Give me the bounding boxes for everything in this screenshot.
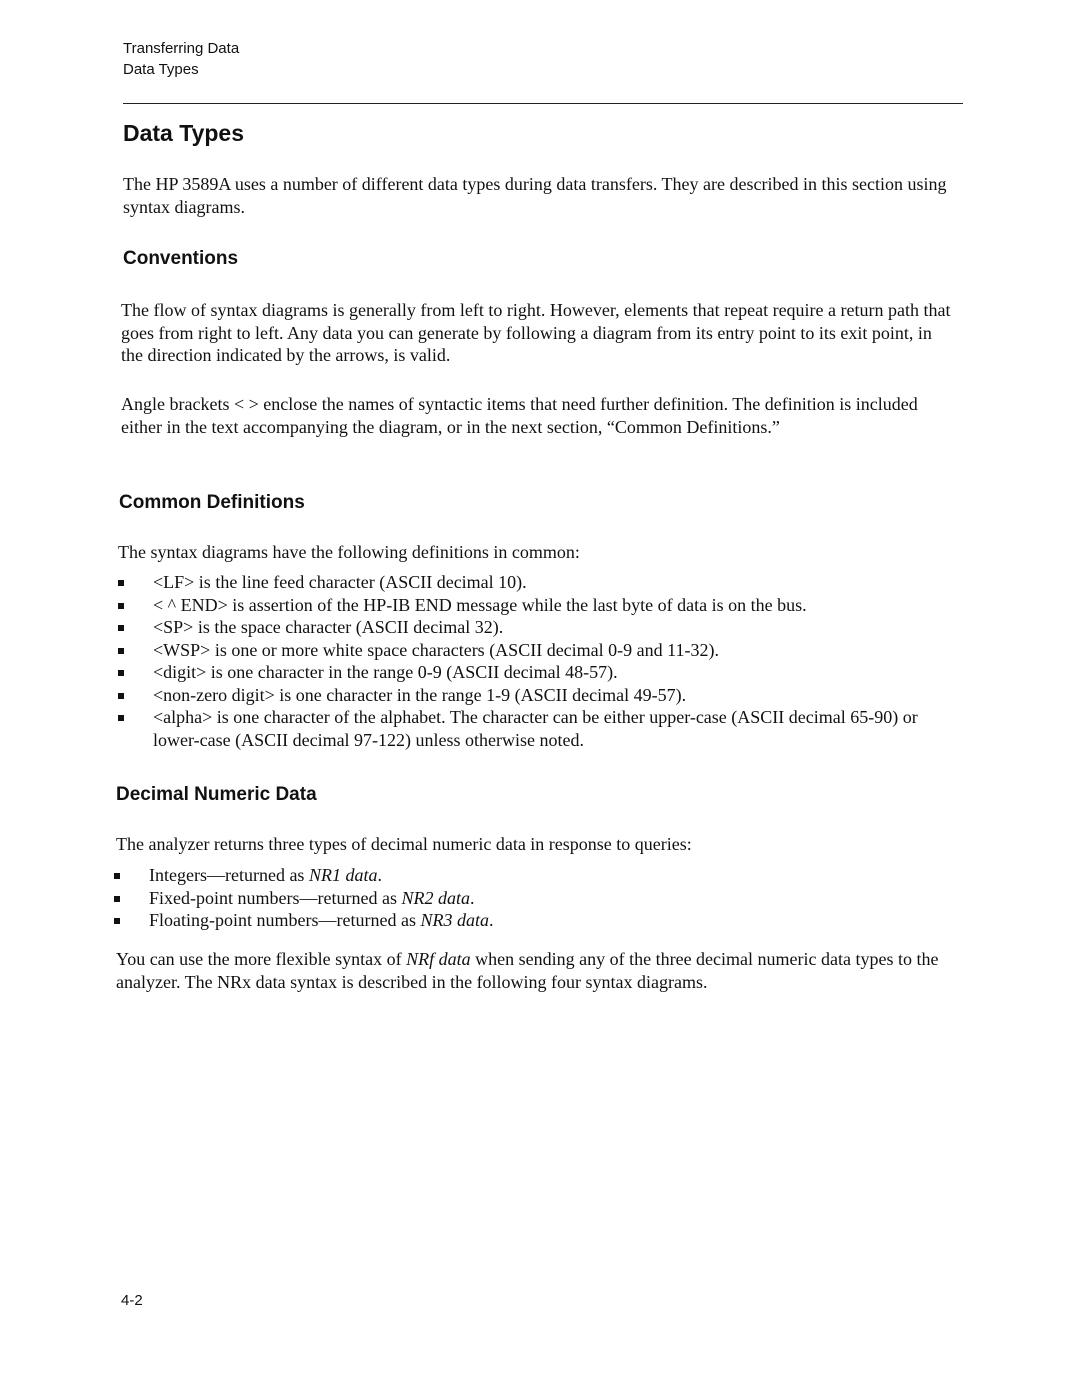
bullet-icon bbox=[118, 625, 124, 631]
page-title: Data Types bbox=[123, 120, 245, 146]
running-header-section: Data Types bbox=[123, 61, 199, 78]
common-definitions-intro: The syntax diagrams have the following definitions in common: bbox=[118, 542, 580, 562]
intro-paragraph: The HP 3589A uses a number of different data types during data transfers. They are described in this section using syntax diagrams. bbox=[123, 174, 947, 217]
running-header bbox=[123, 38, 239, 80]
running-header-chapter: Transferring Data bbox=[123, 40, 240, 57]
bullet-icon bbox=[114, 918, 120, 924]
decimal-numeric-intro: The analyzer returns three types of decimal numeric data in response to queries: bbox=[116, 834, 692, 854]
list-item: Floating-point numbers—returned as NR3 data. bbox=[114, 909, 944, 932]
common-definitions-heading: Common Definitions bbox=[119, 492, 305, 513]
bullet-icon bbox=[114, 896, 120, 902]
list-item: <SP> is the space character (ASCII decimal 32). bbox=[118, 616, 953, 639]
conventions-heading: Conventions bbox=[123, 248, 239, 269]
bullet-icon bbox=[118, 693, 124, 699]
list-item: <WSP> is one or more white space characters (ASCII decimal 0-9 and 11-32). bbox=[118, 639, 953, 662]
list-item: <digit> is one character in the range 0-9 (ASCII decimal 48-57). bbox=[118, 661, 953, 684]
list-item: Integers—returned as NR1 data. bbox=[114, 864, 944, 887]
header-rule bbox=[123, 103, 963, 104]
page-number: 4-2 bbox=[121, 1292, 143, 1309]
decimal-numeric-closing: You can use the more flexible syntax of NRf data when sending any of the three decimal numeric data types to the analyzer. The NRx data syntax is described in the following four syntax diagrams. bbox=[116, 949, 939, 992]
bullet-icon bbox=[118, 603, 124, 609]
bullet-icon bbox=[118, 715, 124, 721]
list-item: < ^ END> is assertion of the HP-IB END message while the last byte of data is on the bus. bbox=[118, 594, 953, 617]
decimal-numeric-heading: Decimal Numeric Data bbox=[116, 784, 317, 805]
common-definitions-list bbox=[118, 571, 953, 751]
conventions-paragraph-2: Angle brackets < > enclose the names of syntactic items that need further definition. The definition is included either in the text accompanying the diagram, or in the next section, “Common Definitions.” bbox=[121, 394, 918, 437]
bullet-icon bbox=[114, 873, 120, 879]
decimal-numeric-list bbox=[114, 864, 944, 932]
list-item: <alpha> is one character of the alphabet. The character can be either upper-case (ASCII decimal 65-90) or lower-case (ASCII decimal 97-122) unless otherwise noted. bbox=[118, 706, 953, 751]
list-item: <LF> is the line feed character (ASCII decimal 10). bbox=[118, 571, 953, 594]
conventions-paragraph-1: The flow of syntax diagrams is generally from left to right. However, elements that repeat require a return path that goes from right to left. Any data you can generate by following a diagram from its entry point to its exit point, in the direction indicated by the arrows, is valid. bbox=[121, 300, 951, 365]
bullet-icon bbox=[118, 580, 124, 586]
list-item: <non-zero digit> is one character in the range 1-9 (ASCII decimal 49-57). bbox=[118, 684, 953, 707]
bullet-icon bbox=[118, 648, 124, 654]
bullet-icon bbox=[118, 670, 124, 676]
list-item: Fixed-point numbers—returned as NR2 data. bbox=[114, 887, 944, 910]
